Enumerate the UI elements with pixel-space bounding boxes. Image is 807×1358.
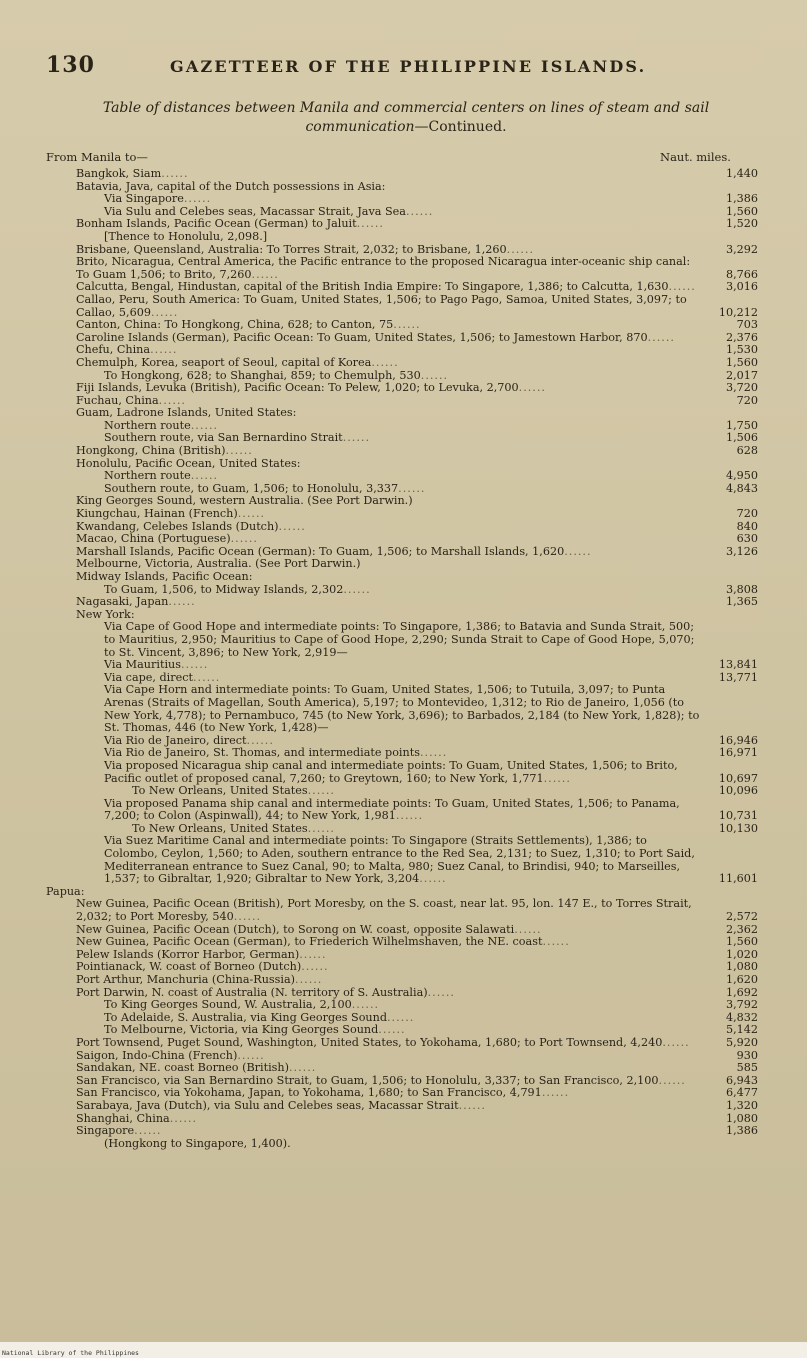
destination-text: Guam, Ladrone Islands, United States:	[76, 406, 297, 420]
destination-text: Hongkong, China (British)......	[76, 444, 253, 458]
destination-text: Fuchau, China......	[76, 393, 186, 407]
table-row	[46, 684, 758, 734]
leader-dots: ......	[150, 305, 179, 319]
destination-text: Via proposed Nicaragua ship canal and intermediate points: To Guam, United States, 1,506; to Brito, Pacific outlet of proposed canal, 7,260; to Greytown, 160; to New York, 1,771......	[104, 758, 678, 785]
nautical-miles-value: 1,560	[725, 204, 758, 218]
destination-text: Melbourne, Victoria, Australia. (See Port Darwin.)	[76, 557, 361, 571]
table-row	[46, 407, 758, 420]
nautical-miles-value: 1,750	[725, 418, 758, 432]
nautical-miles-value: 1,386	[725, 1124, 758, 1138]
table-row	[46, 1037, 758, 1050]
nautical-miles-value: 3,292	[725, 242, 758, 256]
destination-text: Nagasaki, Japan......	[76, 595, 196, 609]
destination-text: Macao, China (Portuguese)......	[76, 532, 258, 546]
table-row	[46, 1100, 758, 1113]
nautical-miles-value: 13,841	[718, 658, 758, 672]
table-row	[46, 256, 758, 281]
nautical-miles-value: 1,320	[725, 1098, 758, 1112]
table-row	[46, 1125, 758, 1138]
nautical-miles-value: 1,020	[725, 947, 758, 961]
nautical-miles-value: 3,720	[725, 381, 758, 395]
destination-text: Chefu, China......	[76, 343, 178, 357]
leader-dots: ......	[514, 922, 542, 936]
destination-text: Port Arthur, Manchuria (China-Russia)......	[76, 973, 323, 986]
table-row	[46, 445, 758, 458]
table-row	[46, 533, 758, 546]
destination-text: Port Townsend, Puget Sound, Washington, United States, to Yokohama, 1,680; to Port Townsend, 4,240......	[76, 1035, 690, 1049]
destination-text: [Thence to Honolulu, 2,098.]	[104, 229, 268, 243]
leader-dots: ......	[343, 582, 371, 596]
table-row	[46, 596, 758, 609]
leader-dots: ......	[161, 167, 189, 180]
destination-text: Brisbane, Queensland, Australia: To Torres Strait, 2,032; to Brisbane, 1,260......	[76, 242, 535, 256]
leader-dots: ......	[506, 242, 535, 256]
destination-text: Via Singapore......	[104, 192, 212, 206]
nautical-miles-value: 5,920	[725, 1035, 758, 1049]
leader-dots: ......	[251, 267, 279, 281]
leader-dots: ......	[395, 809, 424, 823]
destination-text: Canton, China: To Hongkong, China, 628; to Canton, 75......	[76, 318, 421, 332]
destination-text: Sarabaya, Java (Dutch), via Sulu and Celebes seas, Macassar Strait......	[76, 1098, 486, 1112]
leader-dots: ......	[658, 1073, 686, 1087]
nautical-miles-header: Naut. miles.	[660, 150, 731, 164]
destination-text: Fiji Islands, Levuka (British), Pacific Ocean: To Pelew, 1,020; to Levuka, 2,700......	[76, 381, 546, 395]
destination-text: Caroline Islands (German), Pacific Ocean: To Guam, United States, 1,506; to Jamestown Harbor, 870......	[76, 330, 675, 344]
leader-dots: ......	[458, 1098, 486, 1112]
destination-text: Sandakan, NE. coast Borneo (British)......	[76, 1061, 317, 1075]
nautical-miles-value: 630	[736, 532, 758, 546]
table-row	[46, 974, 758, 987]
leader-dots: ......	[237, 1048, 265, 1062]
nautical-miles-value: 2,017	[725, 368, 758, 382]
leader-dots: ......	[668, 280, 696, 294]
nautical-miles-value: 1,560	[725, 935, 758, 949]
table-row	[46, 936, 758, 949]
nautical-miles-value: 628	[736, 444, 758, 458]
table-row	[46, 1138, 758, 1151]
nautical-miles-value: 585	[736, 1061, 758, 1075]
table-row	[46, 659, 758, 672]
destination-text: To New Orleans, United States......	[132, 784, 335, 798]
nautical-miles-value: 1,530	[725, 343, 758, 357]
leader-dots: ......	[564, 544, 592, 558]
distance-table	[46, 168, 758, 1150]
table-row	[46, 621, 758, 659]
table-row	[46, 571, 758, 584]
table-title-line2: communication	[305, 119, 415, 135]
destination-text: Via Cape Horn and intermediate points: To Guam, United States, 1,506; to Tutuila, 3,097; to Punta Arenas (Straits of Magellan, South America), 5,197; to Montevideo, 1,312; to Rio de Janeiro, 1,056 (to New York, 4,778); to Pernambuco, 745 (to New York, 3,696); to Barbados, 2,184 (to New York, 1,828); to St. Thomas, 446 (to New York, 1,428)—	[104, 683, 700, 735]
nautical-miles-value: 3,808	[725, 582, 758, 596]
destination-text: Papua:	[46, 884, 85, 898]
nautical-miles-value: 16,971	[718, 746, 758, 760]
table-row	[46, 231, 758, 244]
leader-dots: ......	[158, 393, 186, 407]
destination-text: New Guinea, Pacific Ocean (Dutch), to Sorong on W. coast, opposite Salawati......	[76, 922, 542, 936]
leader-dots: ......	[342, 431, 371, 445]
destination-text: Brito, Nicaragua, Central America, the Pacific entrance to the proposed Nicaragua inter-oceanic ship canal: To Guam 1,506; to Brito, 7,260......	[76, 255, 691, 281]
destination-text: (Hongkong to Singapore, 1,400).	[104, 1136, 291, 1150]
leader-dots: ......	[246, 733, 274, 747]
nautical-miles-value: 1,440	[725, 167, 758, 180]
destination-text: To Adelaide, S. Australia, via King Georges Sound......	[104, 1010, 415, 1024]
table-row	[46, 168, 758, 181]
nautical-miles-value: 1,506	[725, 431, 758, 445]
destination-text: New York:	[76, 607, 135, 621]
destination-text: To Guam, 1,506, to Midway Islands, 2,302......	[104, 582, 371, 596]
table-title-continued: —Continued.	[414, 119, 507, 135]
destination-text: Bonham Islands, Pacific Ocean (German) to Jaluit......	[76, 217, 384, 231]
destination-text: Via Cape of Good Hope and intermediate points: To Singapore, 1,386; to Batavia and Sunda Strait, 500; to Mauritius, 2,950; Mauritius to Cape of Good Hope, 2,290; Sunda Strait to Cape of Good Hope, 5,070; to St. Vincent, 3,896; to New York, 2,919—	[104, 620, 695, 659]
leader-dots: ......	[225, 444, 253, 458]
leader-dots: ......	[278, 519, 306, 533]
nautical-miles-value: 10,212	[718, 305, 758, 319]
nautical-miles-value: 720	[736, 507, 758, 521]
table-row	[46, 193, 758, 206]
page-number: 130	[46, 52, 95, 78]
leader-dots: ......	[295, 973, 323, 986]
leader-dots: ......	[543, 771, 571, 785]
destination-text: Southern route, to Guam, 1,506; to Honolulu, 3,337......	[104, 481, 426, 495]
leader-dots: ......	[307, 821, 335, 835]
destination-text: Via Rio de Janeiro, direct......	[104, 733, 274, 747]
destination-text: To New Orleans, United States......	[132, 821, 335, 835]
leader-dots: ......	[237, 507, 266, 521]
leader-dots: ......	[541, 1086, 570, 1100]
leader-dots: ......	[419, 872, 447, 886]
nautical-miles-value: 4,832	[725, 1010, 758, 1024]
destination-text: Port Darwin, N. coast of Australia (N. territory of S. Australia)......	[76, 985, 455, 999]
leader-dots: ......	[420, 368, 449, 382]
leader-dots: ......	[233, 910, 262, 924]
nautical-miles-value: 4,843	[725, 481, 758, 495]
nautical-miles-value: 3,126	[725, 544, 758, 558]
leader-dots: ......	[378, 1023, 406, 1037]
nautical-miles-value: 5,142	[725, 1023, 758, 1037]
table-row	[46, 760, 758, 785]
leader-dots: ......	[371, 355, 399, 369]
leader-dots: ......	[134, 1124, 162, 1138]
destination-text: New Guinea, Pacific Ocean (British), Port Moresby, on the S. coast, near lat. 95, lon. 147 E., to Torres Strait, 2,032; to Port Moresby, 540......	[76, 897, 692, 924]
nautical-miles-value: 930	[736, 1048, 758, 1062]
library-credit: National Library of the Philippines	[2, 1349, 139, 1357]
nautical-miles-value: 10,096	[718, 784, 758, 798]
nautical-miles-value: 2,362	[725, 922, 758, 936]
destination-text: To Hongkong, 628; to Shanghai, 859; to Chemulph, 530......	[104, 368, 449, 382]
leader-dots: ......	[190, 418, 219, 432]
nautical-miles-value: 1,365	[725, 595, 758, 609]
destination-text: Marshall Islands, Pacific Ocean (German): To Guam, 1,506; to Marshall Islands, 1,620......	[76, 544, 592, 558]
destination-text: Honolulu, Pacific Ocean, United States:	[76, 456, 301, 470]
destination-text: Via Suez Maritime Canal and intermediate points: To Singapore (Straits Settlements), 1,386; to Colombo, Ceylon, 1,560; to Aden, southern entrance to the Red Sea, 2,131; to Suez, 1,310; to Port Said, Mediterranean entrance to Suez Canal, 90; to Malta, 980; Suez Canal, to Brindisi, 940; to Marseilles, 1,537; to Gibraltar, 1,920; Gibraltar to New York, 3,204......	[104, 834, 695, 886]
destination-text: Callao, Peru, South America: To Guam, United States, 1,506; to Pago Pago, Samoa, United States, 3,097; to Callao, 5,609......	[76, 292, 687, 319]
destination-text: To Melbourne, Victoria, via King Georges Sound......	[104, 1023, 406, 1037]
table-row	[46, 357, 758, 370]
destination-text: Southern route, via San Bernardino Strait......	[104, 431, 371, 445]
leader-dots: ......	[419, 746, 448, 760]
table-title	[66, 99, 746, 137]
table-row	[46, 798, 758, 823]
nautical-miles-value: 720	[736, 393, 758, 407]
leader-dots: ......	[150, 343, 178, 357]
destination-text: Via cape, direct......	[104, 670, 221, 684]
destination-text: Pelew Islands (Korror Harbor, German)......	[76, 947, 327, 961]
nautical-miles-value: 3,016	[725, 280, 758, 294]
nautical-miles-value: 1,520	[725, 217, 758, 231]
leader-dots: ......	[301, 960, 329, 974]
nautical-miles-value: 10,731	[718, 809, 758, 823]
table-title-line1: Table of distances between Manila and commercial centers on lines of steam and sail	[102, 100, 710, 116]
destination-text: King Georges Sound, western Australia. (See Port Darwin.)	[76, 494, 413, 508]
nautical-miles-value: 1,080	[725, 960, 758, 974]
leader-dots: ......	[230, 532, 258, 546]
nautical-miles-value: 1,692	[725, 985, 758, 999]
leader-dots: ......	[180, 658, 209, 672]
nautical-miles-value: 3,792	[725, 998, 758, 1012]
nautical-miles-value: 703	[736, 318, 758, 332]
table-row	[46, 508, 758, 521]
destination-text: Saigon, Indo-China (French)......	[76, 1048, 265, 1062]
nautical-miles-value: 2,376	[725, 330, 758, 344]
destination-text: Batavia, Java, capital of the Dutch possessions in Asia:	[76, 179, 386, 193]
leader-dots: ......	[190, 469, 219, 483]
leader-dots: ......	[289, 1061, 317, 1075]
leader-dots: ......	[647, 330, 675, 344]
leader-dots: ......	[299, 947, 327, 961]
destination-text: Northern route......	[104, 469, 219, 483]
destination-text: Kiungchau, Hainan (French)......	[76, 507, 266, 521]
destination-text: Via proposed Panama ship canal and intermediate points: To Guam, United States, 1,506; to Panama, 7,200; to Colon (Aspinwall), 44; to New York, 1,981......	[104, 796, 680, 823]
destination-text: Kwandang, Celebes Islands (Dutch)......	[76, 519, 306, 533]
nautical-miles-value: 10,130	[718, 821, 758, 835]
nautical-miles-value: 6,943	[725, 1073, 758, 1087]
table-row	[46, 785, 758, 798]
table-row	[46, 294, 758, 319]
destination-text: Pointianack, W. coast of Borneo (Dutch)......	[76, 960, 329, 974]
leader-dots: ......	[393, 318, 421, 332]
destination-text: San Francisco, via San Bernardino Strait, to Guam, 1,506; to Honolulu, 3,337; to San Francisco, 2,100......	[76, 1073, 686, 1087]
from-manila-label: From Manila to—	[46, 150, 148, 164]
nautical-miles-value: 8,766	[725, 267, 758, 281]
table-row	[46, 898, 758, 923]
leader-dots: ......	[518, 381, 546, 395]
nautical-miles-value: 4,950	[725, 469, 758, 483]
nautical-miles-value: 1,560	[725, 355, 758, 369]
leader-dots: ......	[183, 192, 212, 206]
running-head: GAZETTEER OF THE PHILIPPINE ISLANDS.	[170, 57, 647, 76]
leader-dots: ......	[405, 204, 434, 218]
nautical-miles-value: 11,601	[718, 872, 758, 886]
leader-dots: ......	[542, 935, 570, 949]
destination-text: Northern route......	[104, 418, 219, 432]
destination-text: Shanghai, China......	[76, 1111, 198, 1125]
destination-text: Via Mauritius......	[104, 658, 209, 672]
leader-dots: ......	[307, 784, 335, 798]
nautical-miles-value: 1,386	[725, 192, 758, 206]
destination-text: San Francisco, via Yokohama, Japan, to Yokohama, 1,680; to San Francisco, 4,791......	[76, 1086, 570, 1100]
nautical-miles-value: 16,946	[718, 733, 758, 747]
leader-dots: ......	[398, 481, 426, 495]
leader-dots: ......	[427, 985, 455, 999]
table-row	[46, 835, 758, 885]
destination-text: Via Rio de Janeiro, St. Thomas, and intermediate points......	[104, 746, 448, 760]
table-row	[46, 382, 758, 395]
destination-text: Bangkok, Siam......	[76, 167, 189, 180]
nautical-miles-value: 1,080	[725, 1111, 758, 1125]
leader-dots: ......	[193, 670, 221, 684]
destination-text: Singapore......	[76, 1124, 162, 1138]
nautical-miles-value: 6,477	[725, 1086, 758, 1100]
table-row	[46, 1062, 758, 1075]
destination-text: To King Georges Sound, W. Australia, 2,100......	[104, 998, 380, 1012]
nautical-miles-value: 2,572	[725, 910, 758, 924]
nautical-miles-value: 1,620	[725, 973, 758, 986]
leader-dots: ......	[662, 1035, 690, 1049]
destination-text: Chemulph, Korea, seaport of Seoul, capital of Korea......	[76, 355, 399, 369]
nautical-miles-value: 13,771	[718, 670, 758, 684]
leader-dots: ......	[387, 1010, 415, 1024]
leader-dots: ......	[356, 217, 384, 231]
destination-text: Midway Islands, Pacific Ocean:	[76, 570, 253, 583]
destination-text: New Guinea, Pacific Ocean (German), to Friederich Wilhelmshaven, the NE. coast......	[76, 935, 570, 949]
leader-dots: ......	[351, 998, 380, 1012]
leader-dots: ......	[168, 595, 196, 609]
nautical-miles-value: 840	[736, 519, 758, 533]
destination-text: Via Sulu and Celebes seas, Macassar Strait, Java Sea......	[104, 204, 434, 218]
leader-dots: ......	[169, 1111, 198, 1125]
nautical-miles-value: 10,697	[718, 771, 758, 785]
destination-text: Calcutta, Bengal, Hindustan, capital of the British India Empire: To Singapore, 1,386; to Calcutta, 1,630......	[76, 280, 696, 294]
